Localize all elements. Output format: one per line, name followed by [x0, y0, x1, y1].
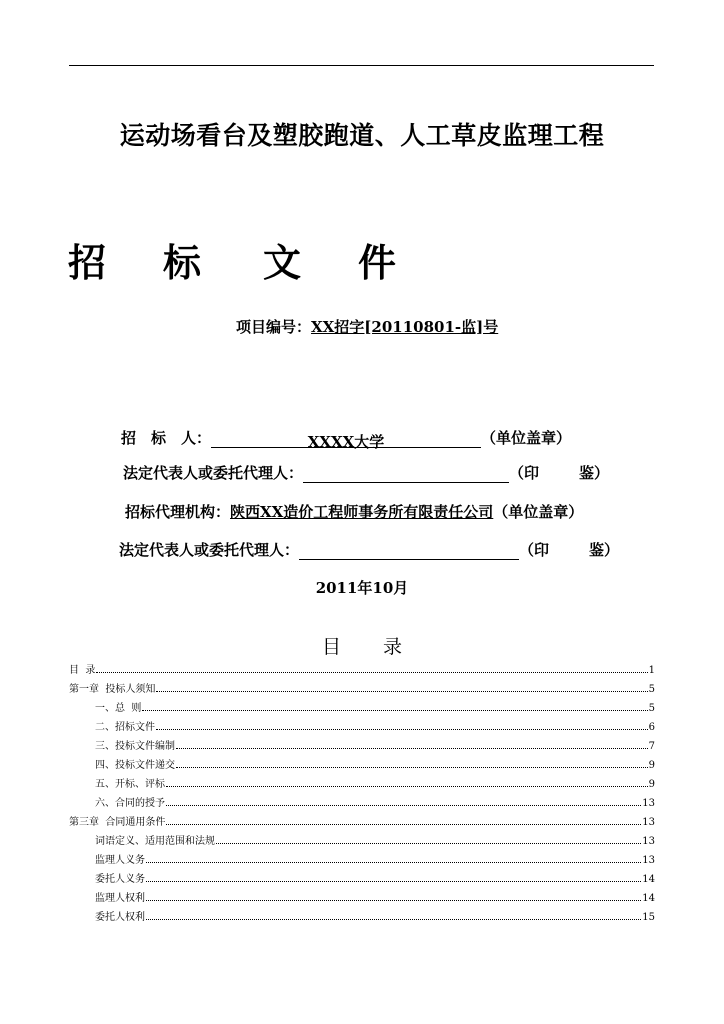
tenderer-line	[121, 427, 572, 451]
toc-entry[interactable]: 监理人义务 13	[95, 855, 655, 866]
toc-entry[interactable]: 监理人权利 14	[95, 893, 655, 904]
toc-entry[interactable]: 六、合同的授予 13	[95, 798, 655, 809]
project-number-value: XX招字[20110801-监]号	[311, 318, 499, 336]
seal-note-b: 鉴）	[579, 464, 610, 482]
doc-type-char: 标	[163, 240, 202, 285]
agency-line	[125, 501, 583, 522]
header-rule	[69, 65, 654, 66]
issue-date: 2011年10月	[315, 579, 409, 597]
legal-rep-blank	[303, 466, 509, 483]
toc-title: 目 录	[321, 636, 403, 658]
toc-entry[interactable]: 二、招标文件 6	[95, 722, 655, 733]
doc-type-char: 件	[358, 240, 397, 285]
seal-note-a: （印	[519, 541, 550, 559]
project-number	[236, 316, 498, 337]
project-number-label: 项目编号：	[236, 318, 312, 336]
seal-note-b: 鉴）	[589, 541, 620, 559]
toc-entry[interactable]: 第一章 投标人须知 5	[69, 684, 655, 695]
agency-seal-note: （单位盖章）	[493, 503, 584, 521]
tenderer-value: XXXX大学	[211, 431, 481, 448]
legal-rep-label: 法定代表人或委托代理人：	[119, 541, 300, 559]
toc-entry[interactable]: 第三章 合同通用条件 13	[69, 817, 655, 828]
seal-note-a: （印	[509, 464, 540, 482]
legal-rep-blank	[299, 543, 519, 560]
toc-entry[interactable]: 委托人权利 15	[95, 912, 655, 923]
agency-value: 陕西XX造价工程师事务所有限责任公司	[230, 503, 494, 521]
doc-type-char: 招	[68, 240, 107, 285]
agency-label: 招标代理机构：	[125, 503, 231, 521]
doc-type-char: 文	[263, 240, 302, 285]
tenderer-seal-note: （单位盖章）	[481, 429, 572, 447]
toc-entry[interactable]: 四、投标文件递交 9	[95, 760, 655, 771]
project-title: 运动场看台及塑胶跑道、人工草皮监理工程	[119, 121, 605, 150]
toc-entry[interactable]: 委托人义务 14	[95, 874, 655, 885]
legal-rep-line-1	[123, 462, 609, 483]
legal-rep-line-2	[119, 539, 619, 560]
toc-entry[interactable]: 一、总 则 5	[95, 703, 655, 714]
toc-entry[interactable]: 词语定义、适用范围和法规 13	[95, 836, 655, 847]
toc-entry[interactable]: 五、开标、评标 9	[95, 779, 655, 790]
toc-entry[interactable]: 目 录 1	[69, 665, 655, 676]
toc-entry[interactable]: 三、投标文件编制 7	[95, 741, 655, 752]
legal-rep-label: 法定代表人或委托代理人：	[123, 464, 304, 482]
tenderer-label: 招 标 人：	[121, 429, 212, 447]
